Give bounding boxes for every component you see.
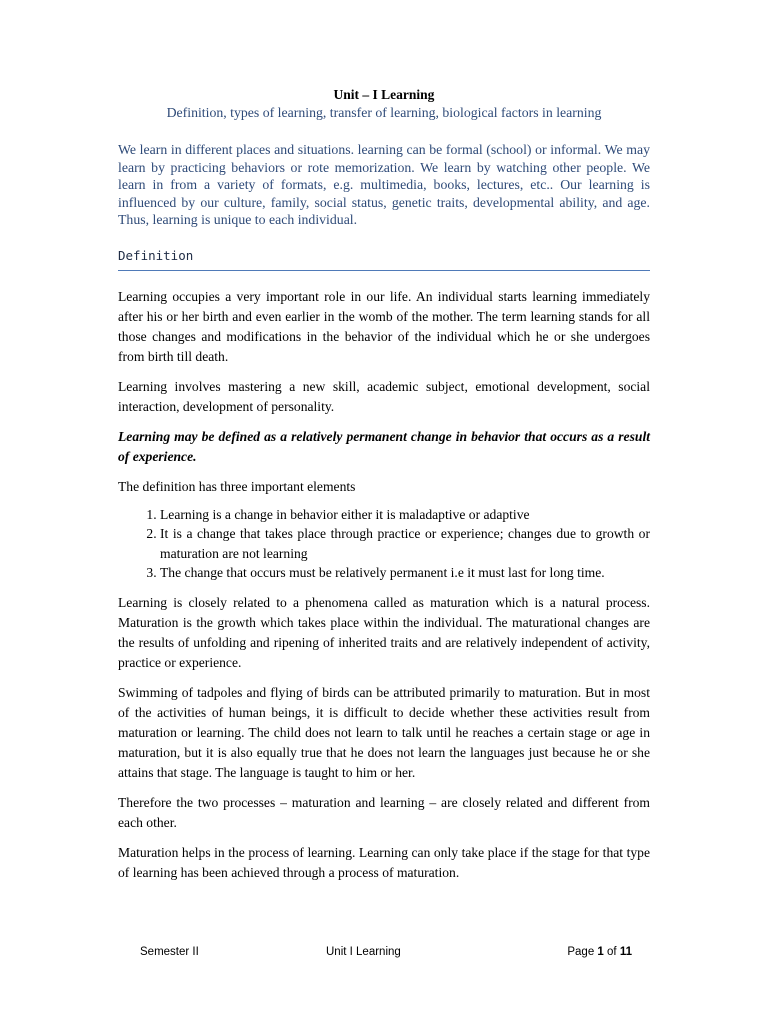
paragraph-3: Learning is closely related to a phenomena called as maturation which is a natural process. Maturation is the growth which takes place within the individual. The maturational changes are the results of unfolding and ripening of inherited traits and are relatively independent of activity, practice or experience. (118, 594, 650, 670)
list-item: 2. It is a change that takes place through practice or experience; changes due to growth or maturation are not learning (160, 524, 650, 563)
intro-paragraph: We learn in different places and situations. learning can be formal (school) or informal. We may learn by practicing behaviors or rote memorization. We learn by watching other people. We learn in from a variety of formats, e.g. multimedia, books, lectures, etc.. Our learning is influenced by our culture, family, social status, genetic traits, developmental ability, and age. Thus, learning is unique to each individual. (118, 142, 650, 227)
footer-page-prefix: Page (567, 946, 595, 958)
document-page (118, 86, 650, 883)
footer-page-of: of (607, 946, 617, 958)
page-subtitle: Definition, types of learning, transfer of learning, biological factors in learning (166, 105, 602, 120)
page-title: Unit – I Learning (333, 87, 435, 102)
list-item: 1. Learning is a change in behavior either it is maladaptive or adaptive (160, 505, 650, 525)
list-item: 3. The change that occurs must be relatively permanent i.e it must last for long time. (160, 563, 650, 583)
section-heading-definition: Definition (118, 247, 650, 271)
footer-page-total: 11 (619, 946, 632, 958)
footer-page-current: 1 (597, 946, 604, 958)
footer-page-number (567, 946, 632, 958)
page-footer (140, 946, 632, 966)
paragraph-1: Learning occupies a very important role in our life. An individual starts learning immediately after his or her birth and even earlier in the womb of the mother. The term learning stands for all those changes and modifications in the behavior of the individual which he or she undergoes from birth till death. (118, 288, 650, 364)
paragraph-2: Learning involves mastering a new skill, academic subject, emotional development, social interaction, development of personality. (118, 378, 650, 414)
paragraph-4: Swimming of tadpoles and flying of birds can be attributed primarily to maturation. But in most of the activities of human beings, it is difficult to decide whether these activities result from maturation or learning. The child does not learn to talk until he reaches a certain stage or age in maturation, but it is also equally true that he does not learn the languages just because he or she attains that stage. The language is taught to him or her. (118, 684, 650, 780)
elements-list (118, 505, 650, 583)
footer-semester: Semester II (140, 946, 199, 958)
elements-intro: The definition has three important elements (118, 478, 356, 494)
footer-unit: Unit I Learning (326, 946, 401, 958)
paragraph-5: Therefore the two processes – maturation and learning – are closely related and different from each other. (118, 794, 650, 830)
definition-statement: Learning may be defined as a relatively permanent change in behavior that occurs as a result of experience. (118, 428, 650, 464)
paragraph-6: Maturation helps in the process of learning. Learning can only take place if the stage for that type of learning has been achieved through a process of maturation. (118, 844, 650, 880)
